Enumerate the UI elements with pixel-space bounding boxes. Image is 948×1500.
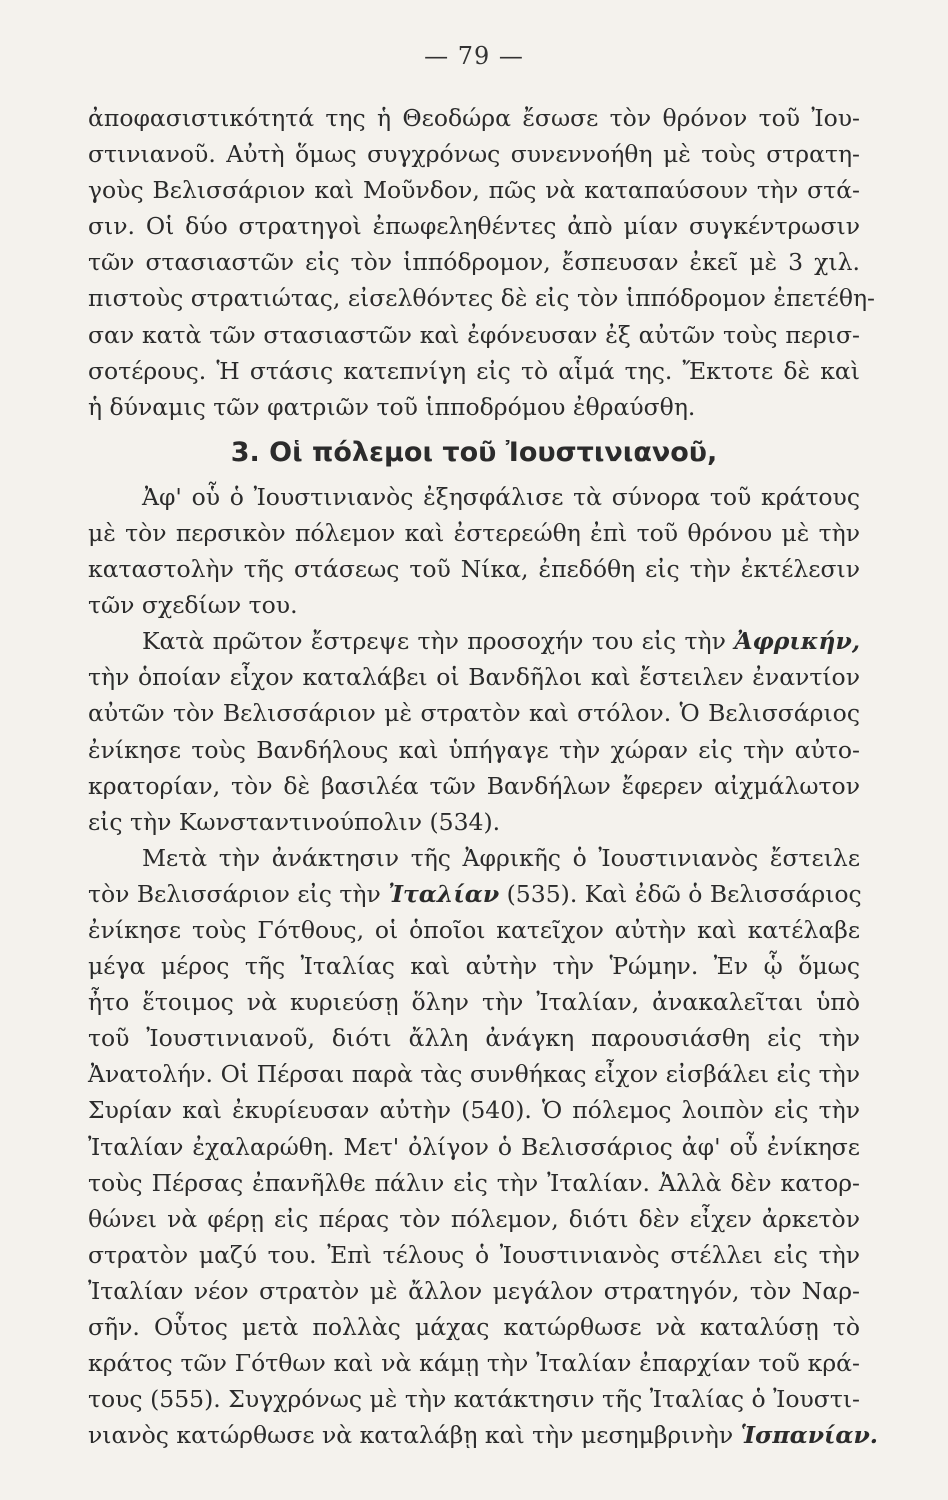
text-line: κράτος τῶν Γότθων καὶ νὰ κάμῃ τὴν Ἰταλίαν ἐπαρχίαν τοῦ κρά- [88,1349,860,1378]
text-line: Ἀφ' οὗ ὁ Ἰουστινιανὸς ἐξησφάλισε τὰ σύνορα τοῦ κράτους [142,482,860,511]
text-line: τῶν σχεδίων του. [88,591,298,620]
text-line: τὴν ὁποίαν εἶχον καταλάβει οἱ Βανδῆλοι καὶ ἔστειλεν ἐναντίον [88,663,860,692]
text-line: ἦτο ἕτοιμος νὰ κυριεύσῃ ὅλην τὴν Ἰταλίαν, ἀνακαλεῖται ὑπὸ [88,988,860,1017]
text-line: αὐτῶν τὸν Βελισσάριον μὲ στρατὸν καὶ στόλον. Ὁ Βελισσάριος [88,699,860,728]
text-line: σιν. Οἱ δύο στρατηγοὶ ἐπωφεληθέντες ἀπὸ μίαν συγκέντρωσιν [88,212,860,241]
text-line: μὲ τὸν περσικὸν πόλεμον καὶ ἐστερεώθη ἐπὶ τοῦ θρόνου μὲ τὴν [88,518,860,547]
text-line: Ἀνατολήν. Οἱ Πέρσαι παρὰ τὰς συνθήκας εἶχον εἰσβάλει εἰς τὴν [88,1060,860,1089]
text-line: ἡ δύναμις τῶν φατριῶν τοῦ ἱπποδρόμου ἐθραύσθη. [88,392,696,421]
text-line: τοῦ Ἰουστινιανοῦ, διότι ἄλλη ἀνάγκη παρουσιάσθη εἰς τὴν [88,1024,860,1053]
text-line: πιστοὺς στρατιώτας, εἰσελθόντες δὲ εἰς τὸν ἱππόδρομον ἐπετέθη- [88,284,875,313]
emphasis-africa: Ἀφρικήν, [734,627,860,656]
text-line: μέγα μέρος τῆς Ἰταλίας καὶ αὐτὴν τὴν Ῥώμην. Ἐν ᾧ ὅμως [88,952,860,981]
paragraph-2 [88,479,860,623]
text-line [88,623,860,659]
text-line: ἐνίκησε τοὺς Βανδήλους καὶ ὑπήγαγε τὴν χώραν εἰς τὴν αὐτο- [88,735,860,764]
text-line: στρατὸν μαζύ του. Ἐπὶ τέλους ὁ Ἰουστινιανὸς στέλλει εἰς τὴν [88,1240,860,1269]
text-line: τους (555). Συγχρόνως μὲ τὴν κατάκτησιν τῆς Ἰταλίας ὁ Ἰουστι- [88,1385,860,1414]
text-run: τὸν Βελισσάριον εἰς τὴν [88,879,381,908]
text-line: σαν κατὰ τῶν στασιαστῶν καὶ ἐφόνευσαν ἐξ αὐτῶν τοὺς περισ- [88,320,860,349]
text-line: Συρίαν καὶ ἐκυρίευσαν αὐτὴν (540). Ὁ πόλεμος λοιπὸν εἰς τὴν [88,1096,860,1125]
paragraph-1 [88,100,875,425]
text-line: στινιανοῦ. Αὐτὴ ὅμως συγχρόνως συνεννοήθη μὲ τοὺς στρατη- [88,140,860,169]
text-line [88,1417,878,1453]
text-line: τοὺς Πέρσας ἐπανῆλθε πάλιν εἰς τὴν Ἰταλίαν. Ἀλλὰ δὲν κατορ- [88,1168,860,1197]
text-run: (535). Καὶ ἐδῶ ὁ Βελισσάριος [506,879,862,908]
text-line: Ἰταλίαν ἐχαλαρώθη. Μετ' ὀλίγον ὁ Βελισσάριος ἀφ' οὗ ἐνίκησε [88,1132,860,1161]
text-run: νιανὸς κατώρθωσε νὰ καταλάβῃ καὶ τὴν μεσημβρινὴν [88,1421,734,1450]
text-line: Ἰταλίαν νέον στρατὸν μὲ ἄλλον μεγάλον στρατηγόν, τὸν Ναρ- [88,1276,860,1305]
text-line: τῶν στασιαστῶν εἰς τὸν ἱππόδρομον, ἔσπευσαν ἐκεῖ μὲ 3 χιλ. [88,248,860,277]
text-line: σοτέρους. Ἡ στάσις κατεπνίγη εἰς τὸ αἷμά της. Ἔκτοτε δὲ καὶ [88,356,860,385]
text-line: καταστολὴν τῆς στάσεως τοῦ Νίκα, ἐπεδόθη εἰς τὴν ἐκτέλεσιν [88,555,860,584]
text-line: κρατορίαν, τὸν δὲ βασιλέα τῶν Βανδήλων ἔφερεν αἰχμάλωτον [88,771,860,800]
text-line [88,876,860,912]
section-heading: 3. Οἱ πόλεμοι τοῦ Ἰουστινιανοῦ, [230,436,718,468]
text-line: γοὺς Βελισσάριον καὶ Μοῦνδον, πῶς νὰ καταπαύσουν τὴν στά- [88,176,860,205]
paragraph-4 [88,840,878,1454]
text-line: ἀποφασιστικότητά της ἡ Θεοδώρα ἔσωσε τὸν θρόνον τοῦ Ἰου- [88,104,860,132]
page-number: — 79 — [424,42,524,70]
body-text [88,100,878,1453]
text-line: εἰς τὴν Κωνσταντινούπολιν (534). [88,807,501,836]
text-line: Μετὰ τὴν ἀνάκτησιν τῆς Ἀφρικῆς ὁ Ἰουστινιανὸς ἔστειλε [142,843,860,872]
text-run: Κατὰ πρῶτον ἔστρεψε τὴν προσοχήν του εἰς τὴν [142,627,726,656]
emphasis-italy: Ἰταλίαν [388,879,500,908]
text-line: θώνει νὰ φέρῃ εἰς πέρας τὸν πόλεμον, διότι δὲν εἶχεν ἀρκετὸν [88,1204,860,1233]
emphasis-spain: Ἱσπανίαν. [740,1421,878,1450]
text-line: ἐνίκησε τοὺς Γότθους, οἱ ὁποῖοι κατεῖχον αὐτὴν καὶ κατέλαβε [88,915,860,944]
text-line: σῆν. Οὗτος μετὰ πολλὰς μάχας κατώρθωσε νὰ καταλύσῃ τὸ [88,1313,860,1341]
paragraph-3 [88,623,860,840]
